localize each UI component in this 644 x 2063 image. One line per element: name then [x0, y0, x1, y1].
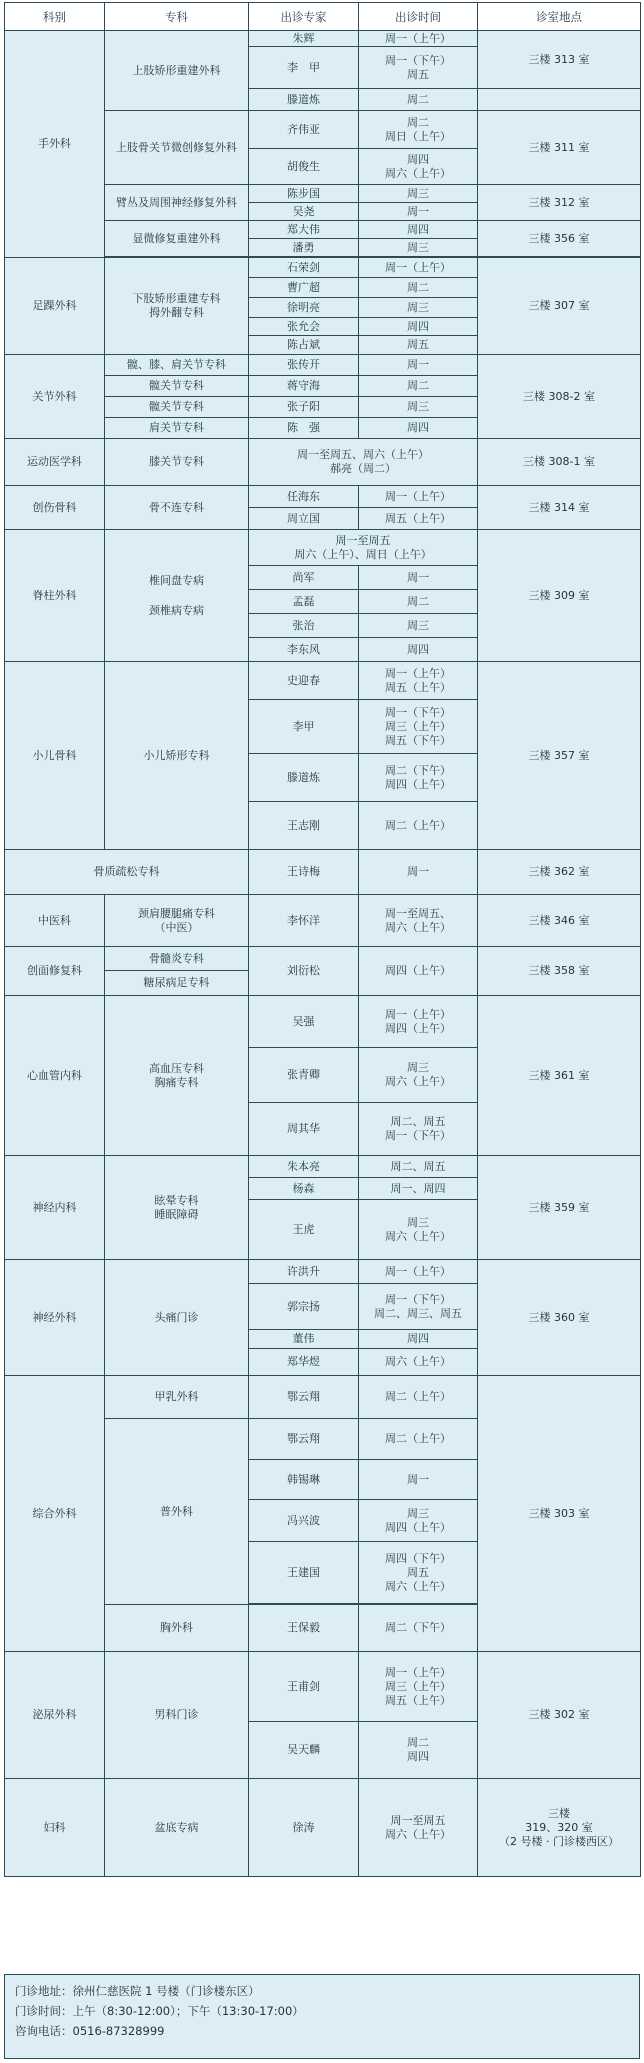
doctor-cell: 朱辉 — [249, 31, 359, 47]
time-line: 周五（上午） — [385, 680, 451, 694]
doctor-cell: 吴天麟 — [249, 1722, 359, 1779]
specialty-line: 睡眠障碍 — [154, 1207, 199, 1221]
time-cell: 周二 — [359, 278, 478, 298]
doctor-cell: 孟磊 — [249, 590, 359, 614]
time-line: 周日（上午） — [385, 129, 451, 143]
table-row — [5, 530, 641, 566]
time-cell: 周二（上午） — [359, 1376, 478, 1419]
specialty-cell: 骨髓炎专科 — [105, 947, 249, 971]
doctor-cell: 董伟 — [249, 1330, 359, 1349]
specialty-line: （中医） — [154, 920, 199, 934]
table-row — [5, 1779, 641, 1877]
dept-cell: 妇科 — [5, 1779, 105, 1877]
specialty-cell: 肩关节专科 — [105, 418, 249, 439]
room-cell: 三楼 309 室 — [478, 530, 641, 662]
time-cell — [359, 1103, 478, 1156]
table-row — [5, 1156, 641, 1178]
time-line: 周六（上午） — [385, 920, 451, 934]
time-line: 周一（下午） — [385, 53, 451, 67]
time-line: 周一至周五、周六（上午） — [297, 448, 429, 461]
doctor-cell: 胡俊生 — [249, 149, 359, 185]
specialty-cell: 臂丛及周围神经修复外科 — [105, 185, 249, 221]
time-line: 周五 — [407, 67, 429, 81]
time-line: 周一至周五 — [390, 1813, 446, 1827]
doctor-cell: 张青卿 — [249, 1048, 359, 1103]
room-line: （2 号楼 · 门诊楼西区） — [499, 1834, 619, 1848]
time-line: 周六（上午） — [385, 166, 451, 180]
time-line: 周四（下午） — [385, 1551, 451, 1565]
doctor-cell: 郑华煜 — [249, 1349, 359, 1376]
time-cell: 周二 — [359, 89, 478, 111]
room-cell-empty — [478, 89, 641, 111]
header-specialty: 专科 — [105, 3, 249, 31]
doctor-cell: 滕道炼 — [249, 89, 359, 111]
time-cell: 周三 — [359, 614, 478, 638]
specialty-cell — [105, 530, 249, 662]
doctor-cell: 陈 强 — [249, 418, 359, 439]
room-cell: 三楼 356 室 — [478, 221, 641, 257]
room-cell: 三楼 303 室 — [478, 1376, 641, 1652]
doctor-cell: 史迎春 — [249, 662, 359, 700]
doctor-cell: 许洪升 — [249, 1260, 359, 1284]
time-line: 周五（上午） — [385, 1693, 451, 1707]
time-line: 周四 — [407, 1750, 429, 1763]
time-cell — [359, 1779, 478, 1877]
time-line: 周一（上午） — [385, 666, 451, 680]
time-cell — [359, 111, 478, 149]
doctor-cell: 李怀洋 — [249, 895, 359, 947]
time-cell: 周四 — [359, 418, 478, 439]
table-row — [5, 662, 641, 700]
room-cell: 三楼 307 室 — [478, 258, 641, 355]
time-cell: 周一 — [359, 203, 478, 221]
doctor-cell: 张子阳 — [249, 397, 359, 418]
time-cell: 周一 — [359, 850, 478, 895]
doctor-cell: 吴强 — [249, 996, 359, 1048]
specialty-cell: 甲乳外科 — [105, 1376, 249, 1419]
schedule-table — [4, 2, 641, 1877]
room-cell: 三楼 302 室 — [478, 1652, 641, 1779]
doctor-cell: 任海东 — [249, 486, 359, 508]
time-line: 周三（上午） — [385, 719, 451, 733]
doctor-cell: 王诗梅 — [249, 850, 359, 895]
time-cell: 周一（上午） — [359, 258, 478, 278]
doctor-cell: 齐伟亚 — [249, 111, 359, 149]
doctor-cell: 徐明亮 — [249, 298, 359, 318]
specialty-cell: 头痛门诊 — [105, 1260, 249, 1376]
doctor-cell: 王建国 — [249, 1542, 359, 1604]
time-cell: 周四 — [359, 1330, 478, 1349]
specialty-cell — [105, 996, 249, 1156]
room-cell: 三楼 357 室 — [478, 662, 641, 850]
room-line: 319、320 室 — [525, 1820, 593, 1834]
doctor-cell: 李 甲 — [249, 47, 359, 89]
dept-cell: 中医科 — [5, 895, 105, 947]
header-doctor: 出诊专家 — [249, 3, 359, 31]
doctor-cell: 周立国 — [249, 508, 359, 530]
header-row — [5, 3, 641, 31]
specialty-cell: 男科门诊 — [105, 1652, 249, 1779]
doctor-cell: 鄂云翔 — [249, 1376, 359, 1419]
time-cell: 周三 — [359, 298, 478, 318]
specialty-line: 胸痛专科 — [154, 1075, 199, 1089]
dept-cell: 创伤骨科 — [5, 486, 105, 530]
doctor-cell: 王甫剑 — [249, 1652, 359, 1722]
room-line: 三楼 — [548, 1806, 570, 1820]
dept-cell: 综合外科 — [5, 1376, 105, 1652]
time-cell: 周三 — [359, 397, 478, 418]
time-cell: 周四 — [359, 318, 478, 336]
table-row — [5, 1376, 641, 1419]
time-cell: 周五 — [359, 336, 478, 355]
specialty-line: 拇外翻专科 — [149, 306, 204, 319]
doctor-cell: 蒋守海 — [249, 376, 359, 397]
clinic-hours: 门诊时间：上午（8:30-12:00）；下午（13:30-17:00） — [15, 2004, 304, 2018]
dept-cell: 运动医学科 — [5, 439, 105, 486]
doctor-cell: 郭宗扬 — [249, 1284, 359, 1330]
doctor-cell: 鄂云翔 — [249, 1419, 359, 1460]
time-line: 周四（上午） — [385, 1520, 451, 1534]
doctor-cell: 曹广超 — [249, 278, 359, 298]
time-line: 周五 — [407, 1565, 429, 1579]
specialty-line: 下肢矫形重建专科 — [132, 292, 221, 305]
specialty-cell: 骨质疏松专科 — [5, 850, 249, 895]
specialty-cell: 小儿矫形专科 — [105, 662, 249, 850]
specialty-cell: 膝关节专科 — [105, 439, 249, 486]
specialty-cell — [105, 895, 249, 947]
doctor-cell: 张治 — [249, 614, 359, 638]
specialty-cell: 上肢矫形重建外科 — [105, 31, 249, 111]
doctor-cell: 王保毅 — [249, 1605, 359, 1652]
doctor-cell: 周其华 — [249, 1103, 359, 1156]
doctor-cell: 滕道炼 — [249, 754, 359, 802]
time-line: 周四（上午） — [385, 1021, 451, 1035]
doctor-cell: 徐涛 — [249, 1779, 359, 1877]
time-cell — [359, 1652, 478, 1722]
dept-cell: 神经内科 — [5, 1156, 105, 1260]
time-cell — [359, 700, 478, 754]
clinic-phone: 咨询电话：0516-87328999 — [15, 2024, 165, 2038]
time-cell: 周一（上午） — [359, 486, 478, 508]
dept-cell: 足踝外科 — [5, 258, 105, 355]
table-row — [5, 486, 641, 508]
doctor-cell: 王虎 — [249, 1200, 359, 1260]
doctor-cell: 杨森 — [249, 1178, 359, 1200]
specialty-cell — [105, 258, 249, 355]
doctor-cell: 冯兴波 — [249, 1500, 359, 1542]
time-cell: 周二（上午） — [359, 802, 478, 850]
room-cell: 三楼 346 室 — [478, 895, 641, 947]
time-cell: 周一（上午） — [359, 31, 478, 47]
room-cell — [478, 1779, 641, 1877]
table-row — [5, 1652, 641, 1722]
time-cell — [359, 149, 478, 185]
time-line: 周三 — [407, 1061, 429, 1074]
specialty-cell: 髋关节专科 — [105, 397, 249, 418]
dept-cell: 手外科 — [5, 31, 105, 258]
specialty-cell: 盆底专病 — [105, 1779, 249, 1877]
time-line: 周四（上午） — [385, 777, 451, 791]
table-row — [5, 355, 641, 376]
doctor-cell: 吴尧 — [249, 203, 359, 221]
dept-cell: 关节外科 — [5, 355, 105, 439]
time-cell — [249, 530, 478, 566]
specialty-cell: 胸外科 — [105, 1605, 249, 1652]
room-cell: 三楼 359 室 — [478, 1156, 641, 1260]
doctor-cell: 李甲 — [249, 700, 359, 754]
time-line: 周四 — [407, 152, 429, 166]
time-line: 周六（上午） — [385, 1229, 451, 1243]
time-line: 周三（上午） — [385, 1679, 451, 1693]
dept-cell: 创面修复科 — [5, 947, 105, 996]
room-cell: 三楼 361 室 — [478, 996, 641, 1156]
room-cell: 三楼 311 室 — [478, 111, 641, 185]
room-cell: 三楼 312 室 — [478, 185, 641, 221]
time-cell: 周二 — [359, 590, 478, 614]
time-cell — [359, 1048, 478, 1103]
doctor-cell: 陈步国 — [249, 185, 359, 203]
time-cell: 周四 — [359, 221, 478, 239]
header-dept: 科别 — [5, 3, 105, 31]
time-line: 周二（下午） — [385, 763, 451, 777]
clinic-address: 门诊地址：徐州仁慈医院 1 号楼（门诊楼东区） — [15, 1984, 260, 1998]
room-cell: 三楼 308-2 室 — [478, 355, 641, 439]
time-line: 周一（上午） — [385, 1665, 451, 1679]
time-line: 周二 — [407, 115, 429, 129]
dept-cell: 心血管内科 — [5, 996, 105, 1156]
time-cell: 周一、周四 — [359, 1178, 478, 1200]
doctor-cell: 韩锡琳 — [249, 1460, 359, 1500]
time-cell — [359, 1500, 478, 1542]
specialty-cell: 糖尿病足专科 — [105, 971, 249, 996]
time-line: 周二、周三、周五 — [374, 1306, 462, 1320]
doctor-cell: 张允会 — [249, 318, 359, 336]
time-line: 周五（下午） — [385, 733, 451, 747]
table-row — [5, 439, 641, 486]
header-room: 诊室地点 — [478, 3, 641, 31]
doctor-cell: 陈占斌 — [249, 336, 359, 355]
time-line: 周一至周五 — [335, 533, 391, 547]
time-cell — [359, 895, 478, 947]
time-line: 周三 — [407, 1215, 429, 1229]
specialty-line: 高血压专科 — [149, 1061, 204, 1075]
room-cell: 三楼 360 室 — [478, 1260, 641, 1376]
room-cell: 三楼 313 室 — [478, 31, 641, 89]
time-cell: 周三 — [359, 185, 478, 203]
doctor-cell: 张传开 — [249, 355, 359, 376]
room-cell: 三楼 308-1 室 — [478, 439, 641, 486]
time-cell: 周五（上午） — [359, 508, 478, 530]
time-line: 郝亮（周二） — [330, 462, 396, 475]
specialty-cell: 上肢骨关节微创修复外科 — [105, 111, 249, 185]
dept-cell: 脊柱外科 — [5, 530, 105, 662]
time-cell: 周一 — [359, 1460, 478, 1500]
time-line: 周六（上午） — [385, 1827, 451, 1841]
specialty-cell: 骨不连专科 — [105, 486, 249, 530]
specialty-line: 椎间盘专病 — [149, 573, 204, 587]
time-line: 周一（下午） — [385, 1292, 451, 1306]
time-cell — [359, 662, 478, 700]
time-cell: 周二（上午） — [359, 1419, 478, 1460]
table-row — [5, 258, 641, 278]
time-cell: 周一（上午） — [359, 1260, 478, 1284]
room-cell: 三楼 362 室 — [478, 850, 641, 895]
time-line: 周六（上午）、周日（上午） — [294, 547, 432, 561]
time-cell: 周一 — [359, 355, 478, 376]
doctor-cell: 石荣剑 — [249, 258, 359, 278]
doctor-cell: 郑大伟 — [249, 221, 359, 239]
specialty-cell: 显微修复重建外科 — [105, 221, 249, 257]
specialty-cell: 普外科 — [105, 1419, 249, 1605]
clinic-info-footer — [4, 1974, 640, 2059]
doctor-cell: 刘衍松 — [249, 947, 359, 996]
specialty-cell: 髋关节专科 — [105, 376, 249, 397]
time-cell — [359, 1284, 478, 1330]
time-line: 周一至周五、 — [385, 906, 451, 920]
time-cell — [359, 47, 478, 89]
time-cell — [359, 754, 478, 802]
time-cell: 周四（上午） — [359, 947, 478, 996]
doctor-cell: 李东风 — [249, 638, 359, 662]
time-line: 周六（上午） — [385, 1075, 451, 1088]
header-time: 出诊时间 — [359, 3, 478, 31]
time-line: 周三 — [407, 1506, 429, 1520]
table-row — [5, 996, 641, 1048]
doctor-cell: 尚军 — [249, 566, 359, 590]
dept-cell: 泌尿外科 — [5, 1652, 105, 1779]
room-cell: 三楼 314 室 — [478, 486, 641, 530]
doctor-cell: 潘勇 — [249, 239, 359, 257]
time-cell: 周二、周五 — [359, 1156, 478, 1178]
time-cell: 周二 — [359, 376, 478, 397]
dept-cell: 小儿骨科 — [5, 662, 105, 850]
time-cell: 周二（下午） — [359, 1605, 478, 1652]
time-cell — [359, 1722, 478, 1779]
table-row — [5, 850, 641, 895]
doctor-cell: 朱本亮 — [249, 1156, 359, 1178]
dept-cell: 神经外科 — [5, 1260, 105, 1376]
time-cell: 周四 — [359, 638, 478, 662]
time-line: 周一（下午） — [385, 705, 451, 719]
table-row — [5, 1260, 641, 1284]
room-cell: 三楼 358 室 — [478, 947, 641, 996]
time-cell: 周一 — [359, 566, 478, 590]
time-line: 周二 — [407, 1736, 429, 1749]
time-cell — [249, 439, 478, 486]
specialty-line: 颈肩腰腿痛专科 — [138, 906, 215, 920]
doctor-cell: 王志刚 — [249, 802, 359, 850]
specialty-cell — [105, 1156, 249, 1260]
specialty-cell: 髋、膝、肩关节专科 — [105, 355, 249, 376]
time-line: 周一（上午） — [385, 1007, 451, 1021]
table-row — [5, 895, 641, 947]
time-cell — [359, 1200, 478, 1260]
time-line: 周一（下午） — [385, 1129, 451, 1142]
specialty-line: 颈椎病专病 — [149, 603, 204, 617]
time-cell — [359, 996, 478, 1048]
specialty-line: 眩晕专科 — [154, 1193, 199, 1207]
time-cell — [359, 1542, 478, 1604]
table-row — [5, 947, 641, 971]
time-cell: 周六（上午） — [359, 1349, 478, 1376]
time-line: 周二、周五 — [390, 1115, 446, 1128]
time-line: 周六（上午） — [385, 1579, 451, 1593]
table-row — [5, 31, 641, 47]
time-cell: 周三 — [359, 239, 478, 257]
